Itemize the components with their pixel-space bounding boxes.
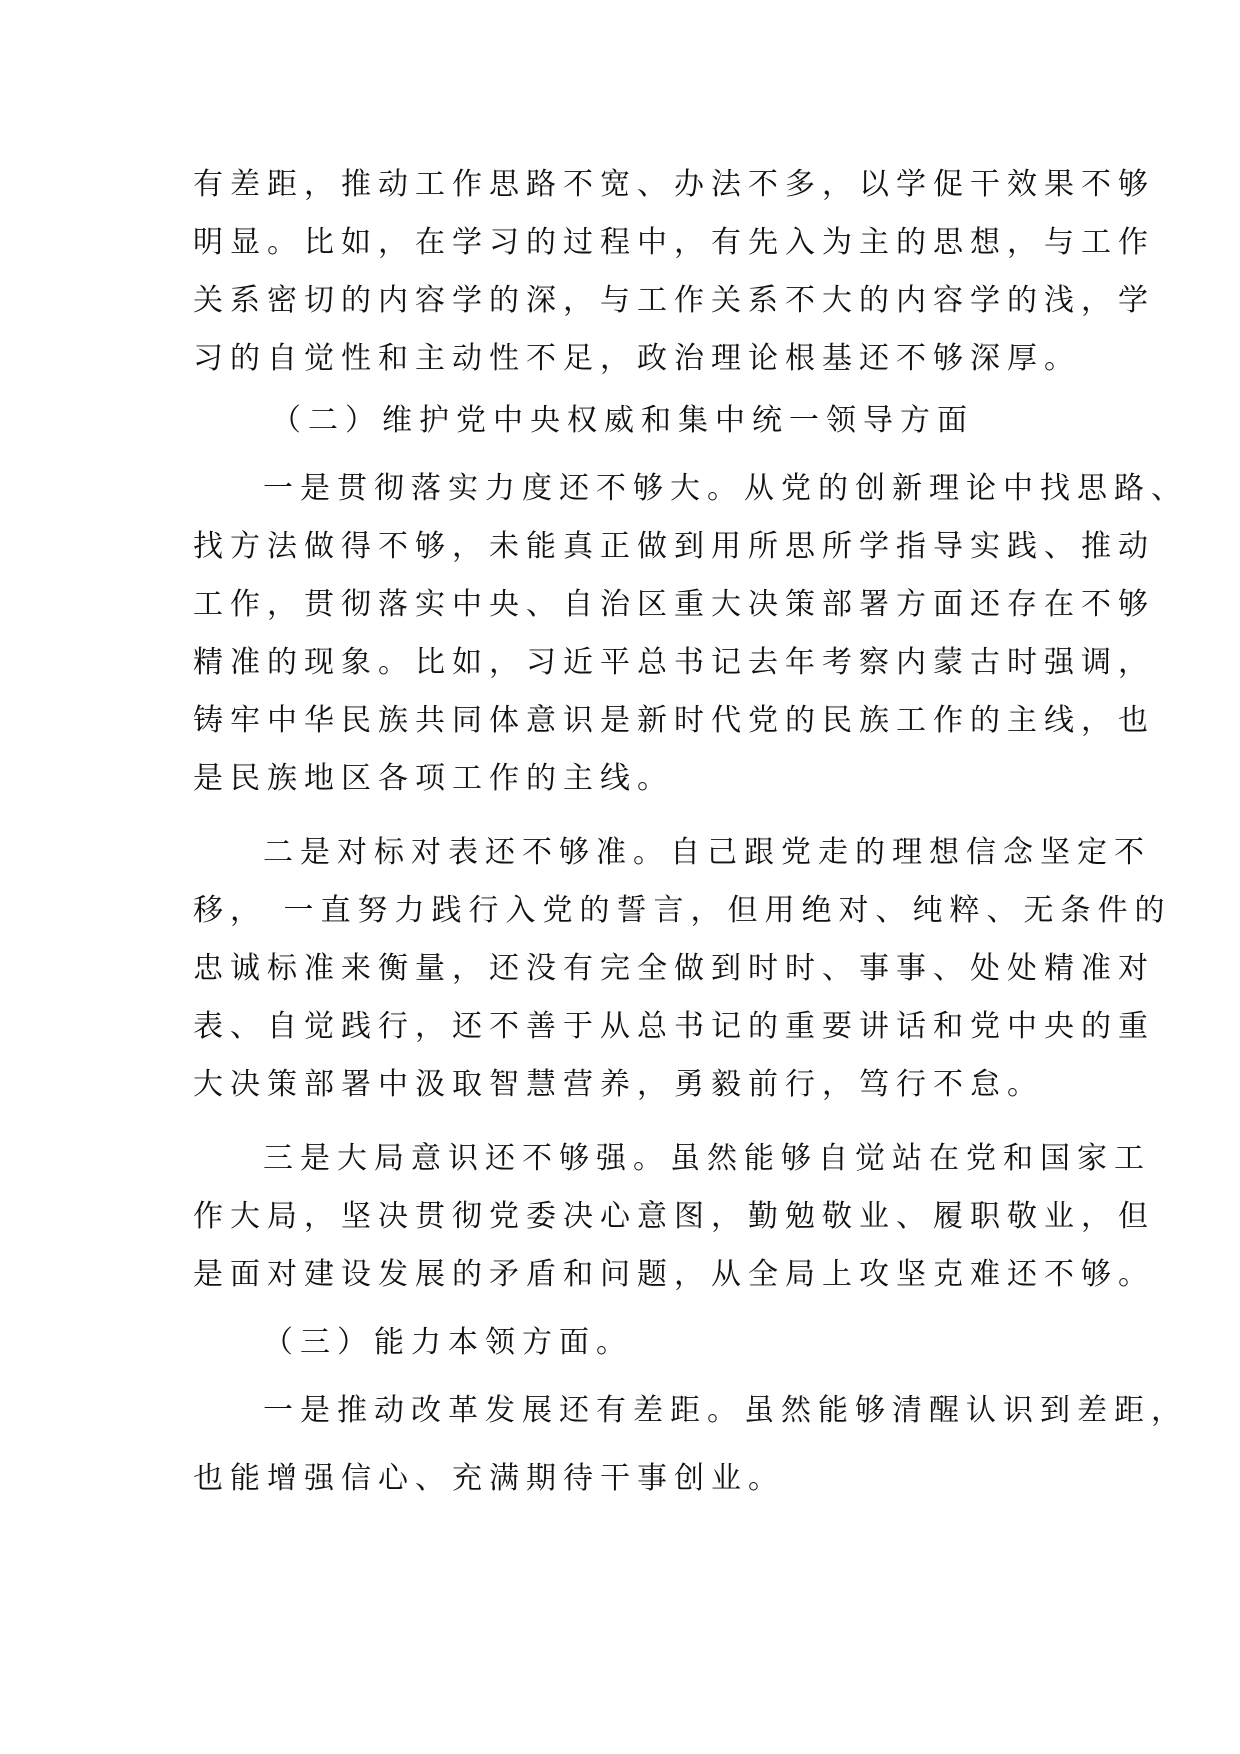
text-line: 移， 一直努力践行入党的誓言，但用绝对、纯粹、无条件的 [193,893,1172,928]
text-line: 一是推动改革发展还有差距。虽然能够清醒认识到差距， [263,1393,1188,1428]
text-line: 忠诚标准来衡量，还没有完全做到时时、事事、处处精准对 [193,951,1155,986]
text-line: 有差距，推动工作思路不宽、办法不多，以学促干效果不够 [193,167,1155,202]
text-line: 表、自觉践行，还不善于从总书记的重要讲话和党中央的重 [193,1009,1155,1044]
text-line: 一是贯彻落实力度还不够大。从党的创新理论中找思路、 [263,471,1188,506]
paragraph-3 [193,824,1172,1114]
text-line: 作大局，坚决贯彻党委决心意图，勤勉敬业、履职敬业，但 [193,1199,1155,1234]
paragraph-5 [193,1382,1188,1508]
text-line: 是民族地区各项工作的主线。 [193,761,674,796]
text-line: 精准的现象。比如，习近平总书记去年考察内蒙古时强调， [193,645,1155,680]
text-line: 明显。比如，在学习的过程中，有先入为主的思想，与工作 [193,225,1155,260]
text-line: 工作，贯彻落实中央、自治区重大决策部署方面还存在不够 [193,587,1155,622]
section-heading-2: （二）维护党中央权威和集中统一领导方面 [271,403,974,438]
text-line: 也能增强信心、充满期待干事创业。 [193,1461,785,1496]
text-line: 关系密切的内容学的深，与工作关系不大的内容学的浅，学 [193,283,1155,318]
text-line: 大决策部署中汲取智慧营养，勇毅前行，笃行不怠。 [193,1067,1044,1102]
text-line: 找方法做得不够，未能真正做到用所思所学指导实践、推动 [193,529,1155,564]
text-line: 习的自觉性和主动性不足，政治理论根基还不够深厚。 [193,341,1081,376]
paragraph-1 [193,156,1155,388]
paragraph-2 [193,460,1188,808]
text-line: 是面对建设发展的矛盾和问题，从全局上攻坚克难还不够。 [193,1257,1155,1292]
section-heading-3: （三）能力本领方面。 [263,1325,633,1360]
text-line: 三是大局意识还不够强。虽然能够自觉站在党和国家工 [263,1141,1151,1176]
text-line: 二是对标对表还不够准。自己跟党走的理想信念坚定不 [263,835,1151,870]
document-body [193,156,1188,1508]
paragraph-4 [193,1130,1155,1304]
text-line: 铸牢中华民族共同体意识是新时代党的民族工作的主线，也 [193,703,1155,738]
